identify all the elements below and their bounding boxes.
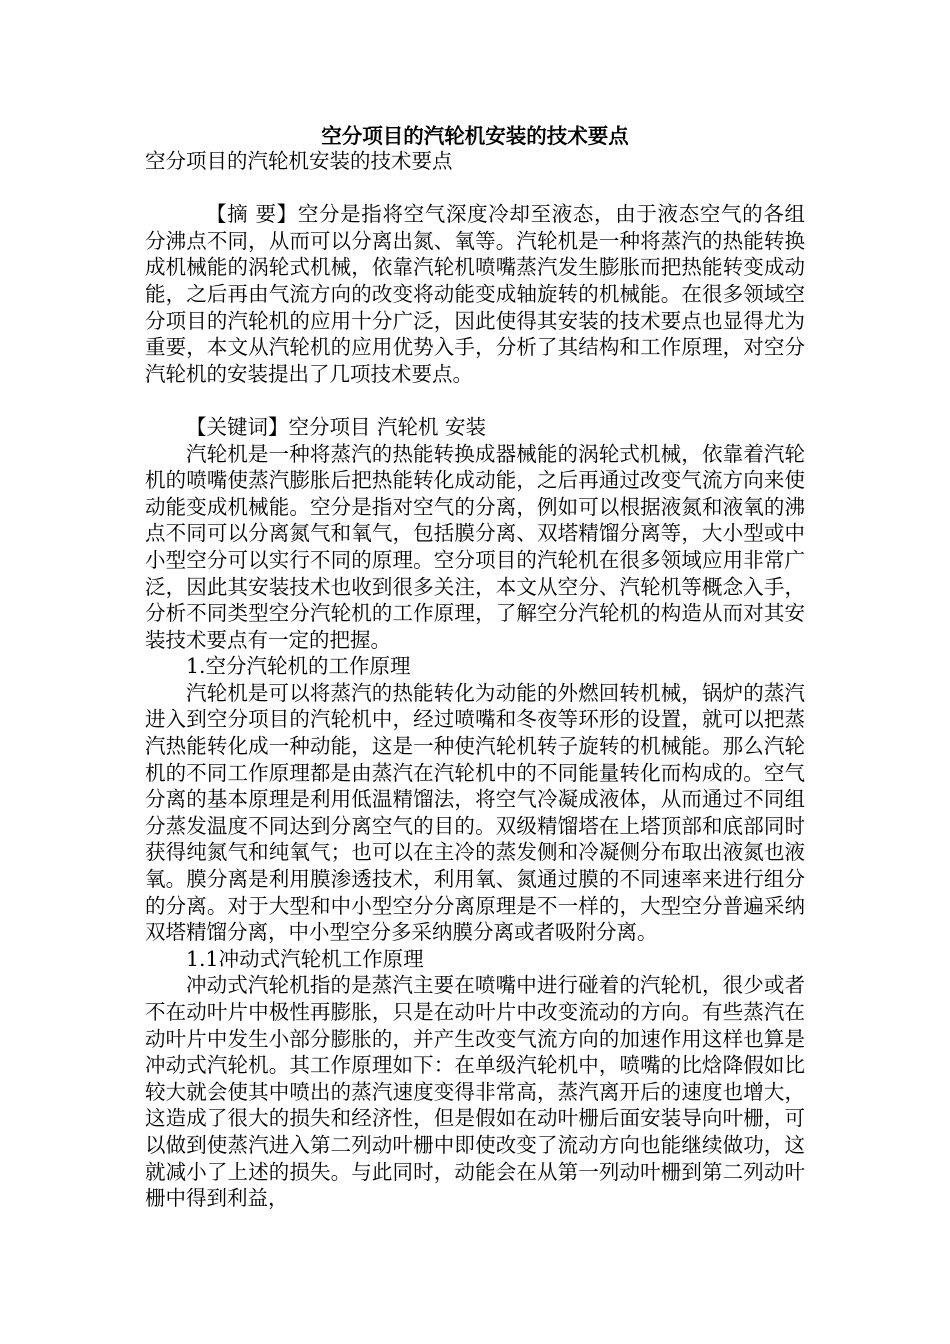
keywords-line: 【关键词】空分项目 汽轮机 安装 [186,414,487,439]
intro-paragraph: 汽轮机是一种将蒸汽的热能转换成器械能的涡轮式机械，依靠着汽轮机的喷嘴使蒸汽膨胀后把热能转化成动能，之后再通过改变气流方向来使动能变成机械能。空分是指对空气的分离，例如可以根据液氮和液氧的沸点不同可以分离氮气和氧气，包括膜分离、双塔精馏分离等，大小型或中小型空分可以实行不同的原理。空分项目的汽轮机在很多领域应用非常广泛，因此其安装技术也收到很多关注，本文从空分、汽轮机等概念入手，分析不同类型空分汽轮机的工作原理，了解空分汽轮机的构造从而对其安装技术要点有一定的把握。 [145,441,805,652]
section-1-heading: 1.空分汽轮机的工作原理 [186,654,411,679]
spacer [145,387,805,414]
document-page [145,118,805,1212]
document-subtitle: 空分项目的汽轮机安装的技术要点 [145,149,453,173]
section-1-1-paragraph: 冲动式汽轮机指的是蒸汽主要在喷嘴中进行碰着的汽轮机，很少或者不在动叶片中极性再膨胀，只是在动叶片中改变流动的方向。有些蒸汽在动叶片中发生小部分膨胀的，并产生改变气流方向的加速作用这样也算是冲动式汽轮机。其工作原理如下：在单级汽轮机中，喷嘴的比焓降假如比较大就会使其中喷出的蒸汽速度变得非常高，蒸汽离开后的速度也增大，这造成了很大的损失和经济性，但是假如在动叶栅后面安装导向叶栅，可以做到使蒸汽进入第二列动叶栅中即使改变了流动方向也能继续做功，这就减小了上述的损失。与此同时，动能会在从第一列动叶栅到第二列动叶栅中得到利益， [145,973,805,1211]
section-1-paragraph: 汽轮机是可以将蒸汽的热能转化为动能的外燃回转机械，锅炉的蒸汽进入到空分项目的汽轮机中，经过喷嘴和冬夜等环形的设置，就可以把蒸汽热能转化成一种动能，这是一种使汽轮机转子旋转的机械能。那么汽轮机的不同工作原理都是由蒸汽在汽轮机中的不同能量转化而构成的。空气分离的基本原理是利用低温精馏法，将空气冷凝成液体，从而通过不同组分蒸发温度不同达到分离空气的目的。双级精馏塔在上塔顶部和底部同时获得纯氮气和纯氧气；也可以在主冷的蒸发侧和冷凝侧分布取出液氮也液氧。膜分离是利用膜渗透技术，利用氧、氮通过膜的不同速率来进行组分的分离。对于大型和中小型空分分离原理是不一样的，大型空分普遍采纳双塔精馏分离，中小型空分多采纳膜分离或者吸附分离。 [145,680,805,945]
abstract-paragraph: 【摘 要】空分是指将空气深度冷却至液态，由于液态空气的各组分沸点不同，从而可以分离出氮、氧等。汽轮机是一种将蒸汽的热能转换成机械能的涡轮式机械，依靠汽轮机喷嘴蒸汽发生膨胀而把热能转变成动能，之后再由气流方向的改变将动能变成轴旋转的机械能。在很多领域空分项目的汽轮机的应用十分广泛，因此使得其安装的技术要点也显得尤为重要，本文从汽轮机的应用优势入手，分析了其结构和工作原理，对空分汽轮机的安装提出了几项技术要点。 [145,202,805,386]
section-1-1-heading: 1.1冲动式汽轮机工作原理 [186,946,424,971]
spacer [145,175,805,202]
document-title: 空分项目的汽轮机安装的技术要点 [321,124,629,148]
